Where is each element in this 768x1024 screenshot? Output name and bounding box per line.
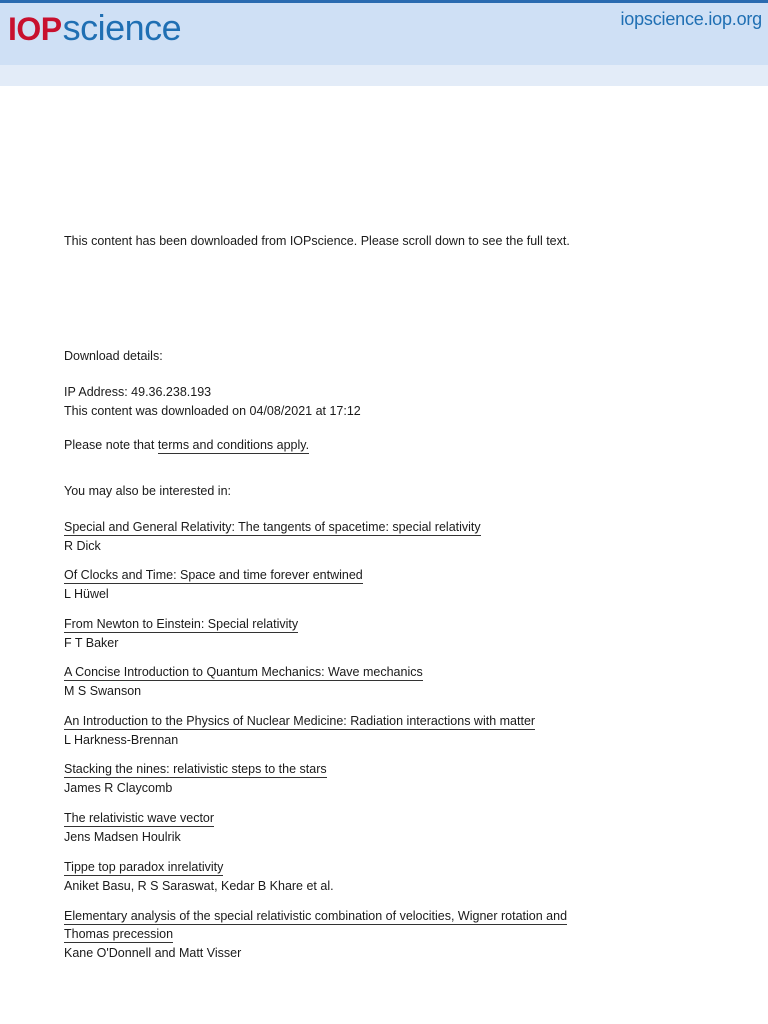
related-article: [64, 712, 624, 749]
site-url-link[interactable]: iopscience.iop.org: [620, 9, 762, 29]
ip-address: IP Address: 49.36.238.193: [64, 385, 212, 399]
related-article: [64, 809, 624, 846]
iopscience-logo[interactable]: [8, 7, 181, 51]
site-header: [0, 3, 768, 65]
related-article: [64, 907, 594, 962]
related-article-authors: L Hüwel: [64, 587, 109, 601]
download-notice: This content has been downloaded from IOPscience. Please scroll down to see the full text.: [64, 234, 570, 248]
related-heading: You may also be interested in:: [64, 484, 232, 498]
terms-note: [64, 436, 309, 454]
terms-note-prefix: Please note that: [64, 438, 158, 452]
related-article: [64, 615, 624, 652]
download-details-heading: Download details:: [64, 349, 163, 363]
related-article-authors: M S Swanson: [64, 684, 142, 698]
related-article-link[interactable]: From Newton to Einstein: Special relativity: [64, 617, 299, 631]
logo-iop-text: IOP: [8, 11, 62, 47]
download-timestamp: This content was downloaded on 04/08/2021 at 17:12: [64, 404, 361, 418]
related-article-authors: F T Baker: [64, 636, 119, 650]
related-article: [64, 858, 624, 895]
related-article-authors: Jens Madsen Houlrik: [64, 830, 181, 844]
related-article-authors: Aniket Basu, R S Saraswat, Kedar B Khare et al.: [64, 879, 334, 893]
related-article-authors: R Dick: [64, 539, 101, 553]
related-article-link[interactable]: An Introduction to the Physics of Nuclear Medicine: Radiation interactions with matter: [64, 714, 536, 728]
terms-and-conditions-link[interactable]: terms and conditions apply.: [157, 438, 310, 452]
related-article-link[interactable]: Elementary analysis of the special relativistic combination of velocities, Wigner rotation and Thomas precession: [64, 909, 568, 941]
related-article-link[interactable]: Of Clocks and Time: Space and time forever entwined: [64, 568, 363, 582]
related-article-link[interactable]: Stacking the nines: relativistic steps to the stars: [64, 762, 327, 776]
related-article-authors: James R Claycomb: [64, 781, 173, 795]
logo-science-text: science: [62, 7, 182, 48]
related-article: [64, 566, 624, 603]
related-article-authors: Kane O'Donnell and Matt Visser: [64, 946, 242, 960]
related-article-link[interactable]: Special and General Relativity: The tangents of spacetime: special relativity: [64, 520, 481, 534]
header-sub-bar: [0, 65, 768, 86]
related-article-link[interactable]: A Concise Introduction to Quantum Mechanics: Wave mechanics: [64, 665, 423, 679]
related-article: [64, 518, 624, 555]
related-article-link[interactable]: Tippe top paradox inrelativity: [64, 860, 224, 874]
related-article: [64, 663, 624, 700]
related-article-link[interactable]: The relativistic wave vector: [64, 811, 215, 825]
related-article-authors: L Harkness-Brennan: [64, 733, 179, 747]
related-article: [64, 760, 624, 797]
